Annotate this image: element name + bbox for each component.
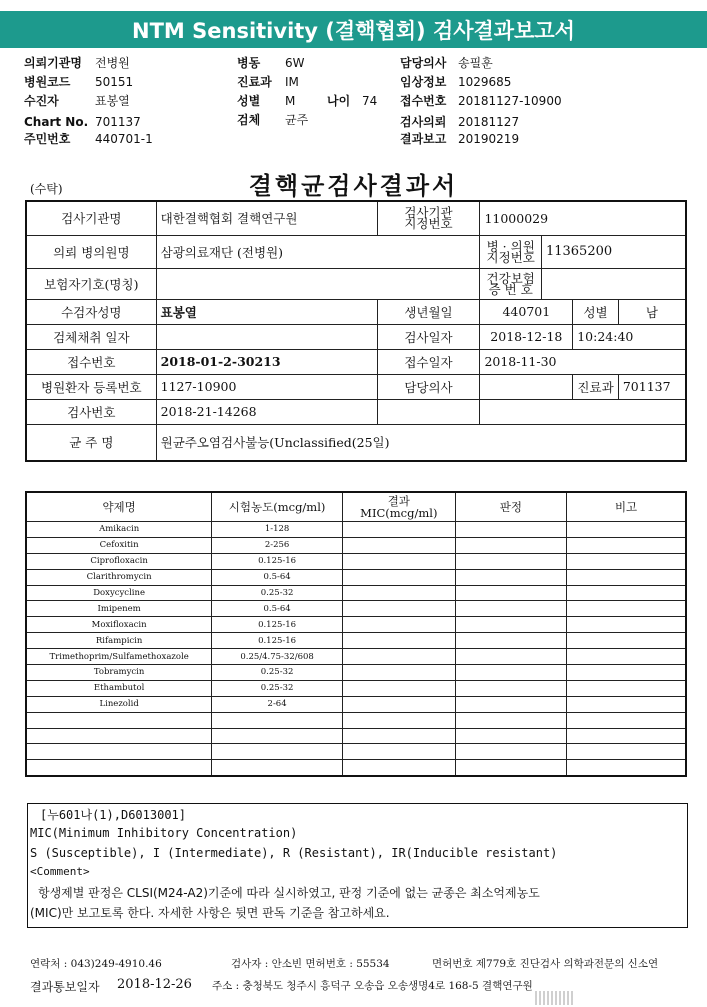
header-interpretation: 판정	[455, 492, 566, 522]
accession-date-label: 접수일자	[377, 349, 480, 374]
drug-interpretation-cell	[455, 744, 566, 760]
drug-mic-cell	[342, 601, 455, 617]
drug-row	[26, 728, 686, 744]
drug-mic-cell	[342, 633, 455, 649]
drug-concentration-cell: 0.25-32	[212, 585, 343, 601]
label-hospital-code: 병원코드	[24, 75, 71, 89]
drug-mic-cell	[342, 553, 455, 569]
drug-interpretation-cell	[455, 665, 566, 681]
accession-date-value: 2018-11-30	[480, 349, 686, 374]
drug-note-cell	[567, 585, 686, 601]
drug-row	[26, 617, 686, 633]
health-insurance-label-2: 증 번 호	[488, 281, 533, 297]
drug-sensitivity-table	[25, 491, 687, 777]
species-value: 원균주오염검사불능(Unclassified(25일)	[156, 424, 686, 461]
drug-name-cell	[26, 744, 212, 760]
seal-stamp	[535, 991, 575, 1005]
drug-name-cell: Ethambutol	[26, 680, 212, 696]
health-insurance-label-1: 건강보험	[486, 270, 535, 286]
header-note: 비고	[567, 492, 686, 522]
drug-interpretation-cell	[455, 712, 566, 728]
drug-concentration-cell: 0.125-16	[212, 633, 343, 649]
drug-concentration-cell: 0.25/4.75-32/608	[212, 649, 343, 665]
drug-name-cell: Cefoxitin	[26, 537, 212, 553]
drug-mic-cell	[342, 665, 455, 681]
drug-mic-cell	[342, 712, 455, 728]
drug-mic-cell	[342, 522, 455, 538]
drug-rows	[26, 522, 686, 777]
value-accession-no: 20181127-10900	[458, 94, 562, 108]
value-patient: 표봉열	[95, 94, 130, 108]
result-document-title: 결핵균검사결과서	[248, 171, 459, 200]
collection-date-label: 검체채취 일자	[26, 324, 156, 349]
drug-row	[26, 585, 686, 601]
value-age: 74	[362, 94, 378, 108]
patient-name-value: 표봉열	[156, 299, 377, 324]
test-time-value: 10:24:40	[573, 324, 686, 349]
drug-concentration-cell: 0.125-16	[212, 553, 343, 569]
comment-line-2: (MIC)만 보고토록 한다. 자세한 사항은 뒷면 판독 기준을 참고하세요.	[30, 906, 390, 920]
dob-label: 생년월일	[377, 299, 480, 324]
comment-box	[27, 803, 688, 928]
drug-mic-cell	[342, 728, 455, 744]
inst-no-value: 11000029	[480, 201, 686, 235]
label-requesting-institution: 의뢰기관명	[24, 56, 82, 70]
req-no-value: 11365200	[541, 235, 686, 268]
value-requesting-institution: 전병원	[95, 56, 130, 70]
drug-interpretation-cell	[455, 585, 566, 601]
drug-note-cell	[567, 617, 686, 633]
drug-name-cell: Rifampicin	[26, 633, 212, 649]
label-age: 나이	[327, 94, 351, 108]
header-mic-2: MIC(mcg/ml)	[360, 506, 438, 520]
drug-note-cell	[567, 760, 686, 776]
drug-concentration-cell	[212, 760, 343, 776]
drug-row	[26, 601, 686, 617]
drug-mic-cell	[342, 649, 455, 665]
drug-concentration-cell	[212, 712, 343, 728]
accession-value: 2018-01-2-30213	[156, 349, 377, 374]
drug-concentration-cell: 2-64	[212, 696, 343, 712]
drug-row	[26, 744, 686, 760]
label-accession-no: 접수번호	[400, 94, 447, 108]
footer-examiner: 검사자 : 안소빈 면허번호 : 55534	[231, 958, 390, 970]
drug-note-cell	[567, 633, 686, 649]
drug-note-cell	[567, 744, 686, 760]
drug-note-cell	[567, 665, 686, 681]
footer-report-date: 2018-12-26	[117, 977, 192, 992]
dept-label: 진료과	[573, 374, 619, 399]
doctor-label: 담당의사	[377, 374, 480, 399]
comment-mic-definition: MIC(Minimum Inhibitory Concentration)	[30, 826, 298, 840]
test-no-value: 2018-21-14268	[156, 399, 377, 424]
drug-mic-cell	[342, 744, 455, 760]
label-resident-no: 주민번호	[24, 132, 71, 146]
drug-concentration-cell: 0.25-32	[212, 665, 343, 681]
label-sex: 성별	[237, 94, 261, 108]
drug-name-cell: Moxifloxacin	[26, 617, 212, 633]
drug-name-cell: Tobramycin	[26, 665, 212, 681]
test-no-label: 검사번호	[26, 399, 156, 424]
header-concentration: 시험농도(mcg/ml)	[212, 492, 343, 522]
drug-row	[26, 665, 686, 681]
drug-name-cell: Imipenem	[26, 601, 212, 617]
drug-concentration-cell: 0.5-64	[212, 569, 343, 585]
value-report-date: 20190219	[458, 132, 520, 146]
doctor-value	[480, 374, 573, 399]
drug-interpretation-cell	[455, 633, 566, 649]
value-specimen: 균주	[285, 113, 309, 127]
label-ward: 병동	[237, 56, 261, 70]
drug-note-cell	[567, 569, 686, 585]
req-value: 삼광의료재단 (전병원)	[156, 235, 480, 268]
drug-interpretation-cell	[455, 680, 566, 696]
drug-name-cell	[26, 712, 212, 728]
drug-note-cell	[567, 553, 686, 569]
registration-value: 1127-10900	[156, 374, 377, 399]
drug-name-cell: Linezolid	[26, 696, 212, 712]
drug-note-cell	[567, 728, 686, 744]
consignment-tag: (수탁)	[30, 182, 63, 196]
value-chart-no: 701137	[95, 115, 141, 129]
drug-concentration-cell	[212, 728, 343, 744]
drug-row	[26, 649, 686, 665]
drug-mic-cell	[342, 585, 455, 601]
req-label: 의뢰 병의원명	[26, 235, 156, 268]
drug-interpretation-cell	[455, 728, 566, 744]
drug-mic-cell	[342, 680, 455, 696]
drug-name-cell: Amikacin	[26, 522, 212, 538]
accession-label: 접수번호	[26, 349, 156, 374]
sex-label: 성별	[573, 299, 619, 324]
health-insurance-value	[541, 268, 686, 299]
drug-mic-cell	[342, 696, 455, 712]
value-clinical-info: 1029685	[458, 75, 512, 89]
insurer-value	[156, 268, 480, 299]
inst-value: 대한결핵협회 결핵연구원	[156, 201, 377, 235]
drug-name-cell	[26, 728, 212, 744]
drug-row	[26, 633, 686, 649]
patient-info-table	[25, 200, 687, 462]
footer-address: 주소 : 충청북도 청주시 흥덕구 오송읍 오송생명4로 168-5 결핵연구원	[212, 980, 533, 992]
drug-interpretation-cell	[455, 601, 566, 617]
drug-interpretation-cell	[455, 760, 566, 776]
req-no-label-2: 지정번호	[486, 249, 535, 265]
drug-note-cell	[567, 522, 686, 538]
value-hospital-code: 50151	[95, 75, 134, 89]
footer-license: 면허번호 제779호 진단검사 의학과전문의 신소연	[432, 958, 659, 970]
drug-row	[26, 680, 686, 696]
header-mic	[342, 492, 455, 522]
drug-row	[26, 537, 686, 553]
drug-name-cell: Doxycycline	[26, 585, 212, 601]
drug-concentration-cell: 0.5-64	[212, 601, 343, 617]
drug-note-cell	[567, 680, 686, 696]
drug-note-cell	[567, 537, 686, 553]
registration-label: 병원환자 등록번호	[26, 374, 156, 399]
dept-value: 701137	[618, 374, 686, 399]
drug-interpretation-cell	[455, 696, 566, 712]
dob-value: 440701	[480, 299, 573, 324]
drug-name-cell: Ciprofloxacin	[26, 553, 212, 569]
footer-report-date-label: 결과통보일자	[30, 980, 100, 994]
drug-interpretation-cell	[455, 617, 566, 633]
drug-interpretation-cell	[455, 553, 566, 569]
value-sex: M	[285, 94, 296, 108]
drug-concentration-cell: 0.25-32	[212, 680, 343, 696]
label-chart-no: Chart No.	[24, 115, 89, 129]
comment-label: <Comment>	[30, 865, 90, 878]
inst-no-label	[377, 201, 480, 235]
test-date-value: 2018-12-18	[480, 324, 573, 349]
species-label: 균 주 명	[26, 424, 156, 461]
drug-concentration-cell: 2-256	[212, 537, 343, 553]
sex-value: 남	[618, 299, 686, 324]
inst-no-label-2: 지정번호	[404, 216, 453, 232]
req-no-label	[480, 235, 542, 268]
inst-no-label-1: 검사기관	[404, 205, 453, 221]
label-patient: 수진자	[24, 94, 59, 108]
drug-mic-cell	[342, 760, 455, 776]
collection-date-value	[156, 324, 377, 349]
value-request-date: 20181127	[458, 115, 520, 129]
req-no-label-1: 병 · 의원	[486, 238, 535, 254]
inst-label: 검사기관명	[26, 201, 156, 235]
drug-note-cell	[567, 601, 686, 617]
label-report-date: 결과보고	[400, 132, 447, 146]
insurer-label: 보험자기호(명칭)	[26, 268, 156, 299]
label-attending-doctor: 담당의사	[400, 56, 447, 70]
value-resident-no: 440701-1	[95, 132, 153, 146]
comment-line-1: 항생제별 판정은 CLSI(M24-A2)기준에 따라 실시하였고, 판정 기준에 없는 균종은 최소억제농도	[38, 886, 540, 900]
label-clinical-info: 임상정보	[400, 75, 447, 89]
header-mic-1: 결과	[387, 494, 410, 508]
comment-code: [누601나(1),D6013001]	[40, 808, 187, 822]
patient-name-label: 수검자성명	[26, 299, 156, 324]
drug-concentration-cell	[212, 744, 343, 760]
report-title: NTM Sensitivity (결핵협회) 검사결과보고서	[0, 11, 707, 48]
drug-row	[26, 553, 686, 569]
label-specimen: 검체	[237, 113, 261, 127]
drug-concentration-cell: 0.125-16	[212, 617, 343, 633]
drug-name-cell	[26, 760, 212, 776]
drug-row	[26, 696, 686, 712]
test-date-label: 검사일자	[377, 324, 480, 349]
drug-mic-cell	[342, 569, 455, 585]
drug-concentration-cell: 1-128	[212, 522, 343, 538]
drug-note-cell	[567, 712, 686, 728]
drug-interpretation-cell	[455, 569, 566, 585]
drug-row	[26, 569, 686, 585]
value-ward: 6W	[285, 56, 305, 70]
drug-mic-cell	[342, 617, 455, 633]
footer-contact: 연락처 : 043)249-4910.46	[30, 958, 162, 970]
drug-interpretation-cell	[455, 649, 566, 665]
comment-legend: S (Susceptible), I (Intermediate), R (Resistant), IR(Inducible resistant)	[30, 846, 558, 860]
label-department: 진료과	[237, 75, 272, 89]
header-drug: 약제명	[26, 492, 212, 522]
label-request-date: 검사의뢰	[400, 115, 447, 129]
drug-interpretation-cell	[455, 522, 566, 538]
drug-name-cell: Clarithromycin	[26, 569, 212, 585]
drug-row	[26, 712, 686, 728]
drug-mic-cell	[342, 537, 455, 553]
value-department: IM	[285, 75, 299, 89]
drug-note-cell	[567, 696, 686, 712]
drug-interpretation-cell	[455, 537, 566, 553]
drug-row	[26, 522, 686, 538]
value-attending-doctor: 송필훈	[458, 56, 493, 70]
drug-name-cell: Trimethoprim/Sulfamethoxazole	[26, 649, 212, 665]
drug-note-cell	[567, 649, 686, 665]
drug-row	[26, 760, 686, 776]
health-insurance-label	[480, 268, 542, 299]
